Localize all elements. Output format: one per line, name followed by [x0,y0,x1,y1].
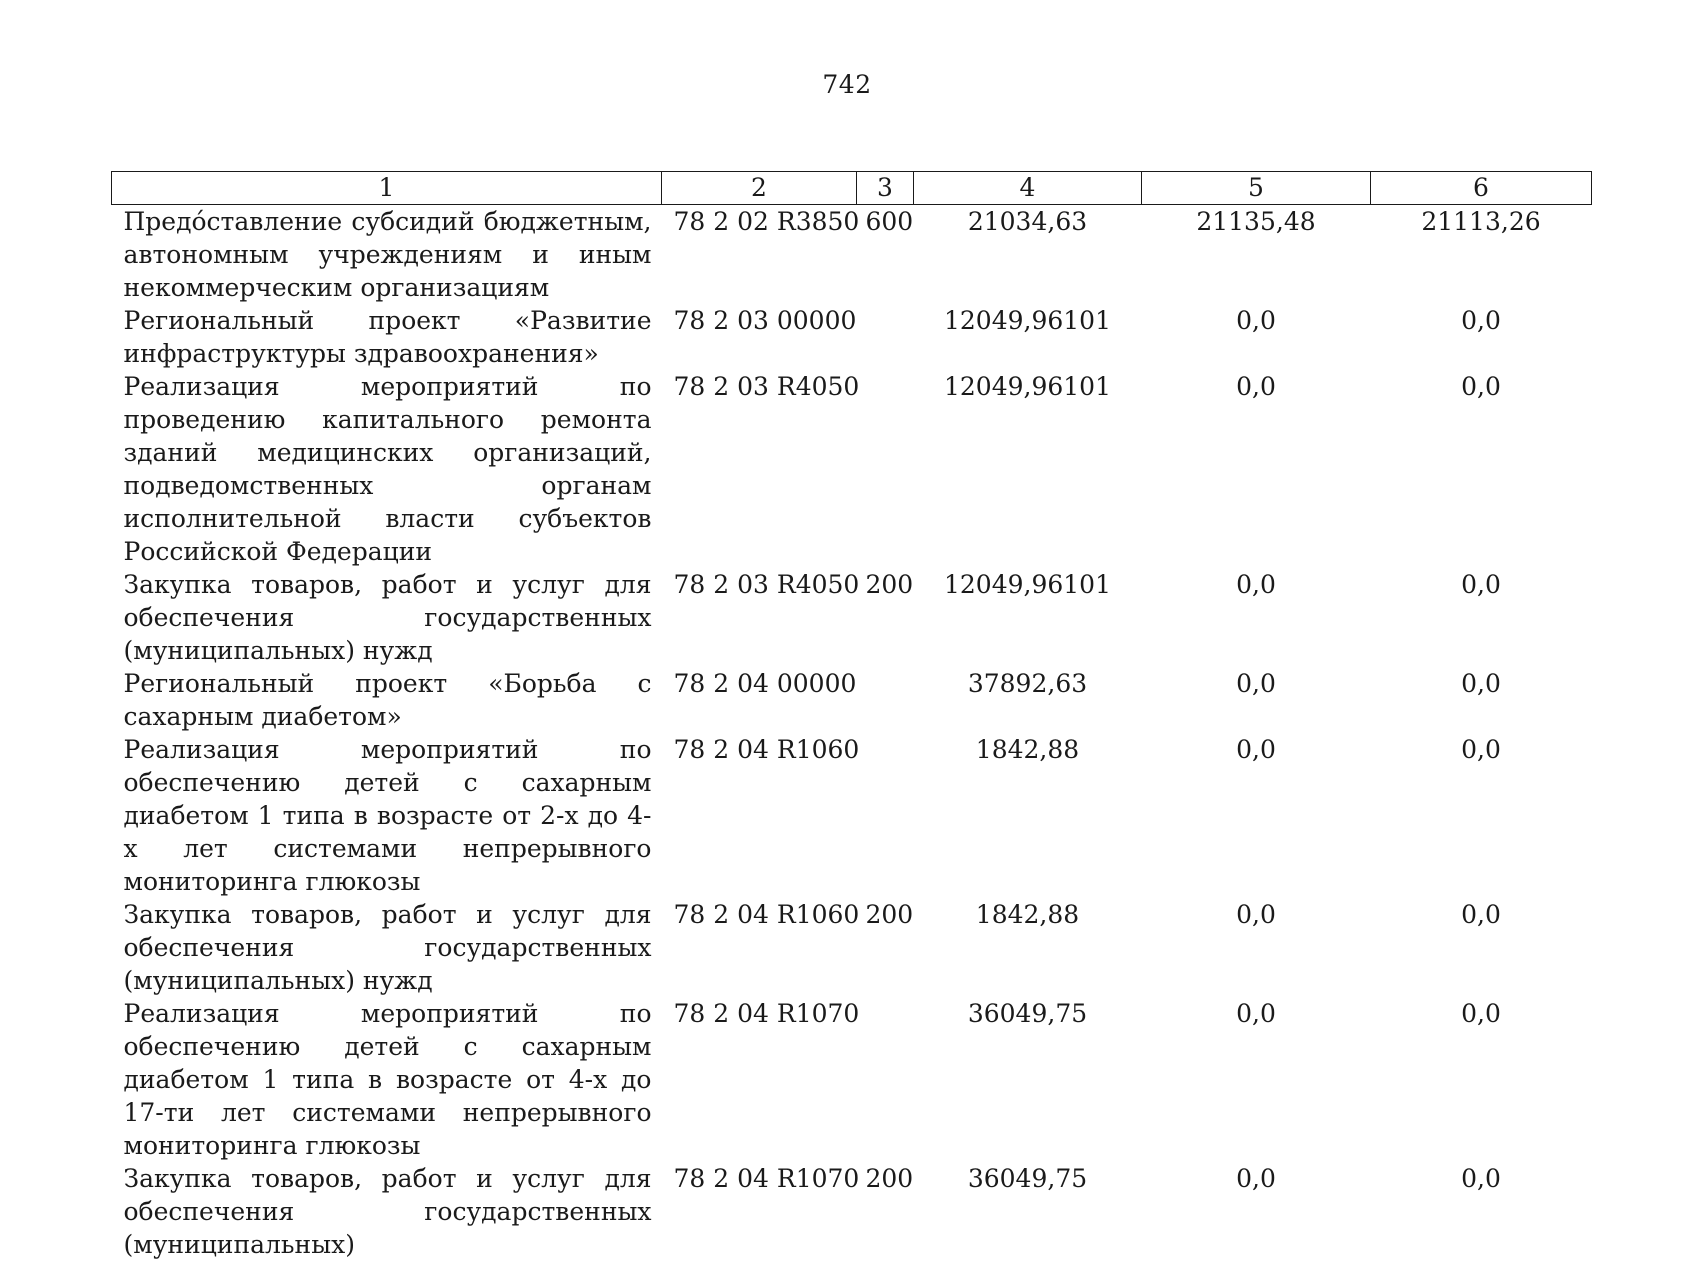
table-row [112,205,1592,305]
row-value-6: 0,0 [1371,1162,1592,1261]
row-expense-type: 200 [857,898,914,997]
row-value-4: 12049,96101 [914,568,1142,667]
column-header-3: 3 [857,172,914,205]
row-code: 78 2 04 R1070 [662,1162,857,1261]
row-value-5: 0,0 [1142,370,1371,568]
row-value-5: 21135,48 [1142,205,1371,305]
row-value-4: 37892,63 [914,667,1142,733]
table-row [112,304,1592,370]
row-value-5: 0,0 [1142,568,1371,667]
row-expense-type [857,667,914,733]
row-expense-type [857,733,914,898]
row-value-6: 0,0 [1371,997,1592,1162]
row-name: Реализация мероприятий по обеспечению детей с сахарным диабетом 1 типа в возрасте от 2-х до 4-х лет системами непрерывного мониторинга глюкозы [112,733,662,898]
table-header [112,172,1592,205]
row-name: Предо́ставление субсидий бюджетным, автономным учреждениям и иным некоммерческим организациям [112,205,662,305]
row-name: Закупка товаров, работ и услуг для обеспечения государственных (муниципальных) нужд [112,568,662,667]
row-name: Региональный проект «Развитие инфраструктуры здравоохранения» [112,304,662,370]
row-value-5: 0,0 [1142,1162,1371,1261]
row-value-6: 0,0 [1371,733,1592,898]
row-value-6: 0,0 [1371,568,1592,667]
row-value-4: 36049,75 [914,1162,1142,1261]
row-value-6: 0,0 [1371,667,1592,733]
row-value-4: 21034,63 [914,205,1142,305]
row-value-4: 12049,96101 [914,370,1142,568]
table-row [112,568,1592,667]
row-code: 78 2 03 R4050 [662,370,857,568]
row-name: Региональный проект «Борьба с сахарным диабетом» [112,667,662,733]
row-value-4: 1842,88 [914,898,1142,997]
column-header-1: 1 [112,172,662,205]
column-header-4: 4 [914,172,1142,205]
table-row [112,898,1592,997]
row-code: 78 2 04 R1060 [662,898,857,997]
table-row [112,733,1592,898]
table-row [112,667,1592,733]
row-name: Реализация мероприятий по обеспечению детей с сахарным диабетом 1 типа в возрасте от 4-х до 17-ти лет системами непрерывного мониторинга глюкозы [112,997,662,1162]
row-expense-type: 200 [857,1162,914,1261]
column-header-5: 5 [1142,172,1371,205]
column-header-6: 6 [1371,172,1592,205]
row-expense-type [857,304,914,370]
table-body [112,205,1592,1261]
row-value-6: 0,0 [1371,304,1592,370]
page-number: 742 [0,70,1694,99]
row-code: 78 2 03 00000 [662,304,857,370]
row-expense-type [857,997,914,1162]
row-code: 78 2 04 00000 [662,667,857,733]
column-header-2: 2 [662,172,857,205]
row-expense-type: 600 [857,205,914,305]
row-value-6: 21113,26 [1371,205,1592,305]
row-name: Реализация мероприятий по проведению капитального ремонта зданий медицинских организаций, подведомственных органам исполнительной власти субъектов Российской Федерации [112,370,662,568]
row-name: Закупка товаров, работ и услуг для обеспечения государственных (муниципальных) нужд [112,898,662,997]
table-row [112,1162,1592,1261]
row-value-4: 12049,96101 [914,304,1142,370]
row-code: 78 2 04 R1070 [662,997,857,1162]
row-expense-type: 200 [857,568,914,667]
row-name: Закупка товаров, работ и услуг для обеспечения государственных (муниципальных) [112,1162,662,1261]
row-code: 78 2 03 R4050 [662,568,857,667]
row-value-5: 0,0 [1142,898,1371,997]
row-value-5: 0,0 [1142,667,1371,733]
row-value-6: 0,0 [1371,370,1592,568]
row-expense-type [857,370,914,568]
header-row [112,172,1592,205]
row-value-4: 36049,75 [914,997,1142,1162]
row-code: 78 2 04 R1060 [662,733,857,898]
row-value-5: 0,0 [1142,304,1371,370]
row-value-4: 1842,88 [914,733,1142,898]
row-value-5: 0,0 [1142,997,1371,1162]
row-value-5: 0,0 [1142,733,1371,898]
table-row [112,370,1592,568]
row-code: 78 2 02 R3850 [662,205,857,305]
table-row [112,997,1592,1162]
budget-table [111,171,1592,1261]
row-value-6: 0,0 [1371,898,1592,997]
